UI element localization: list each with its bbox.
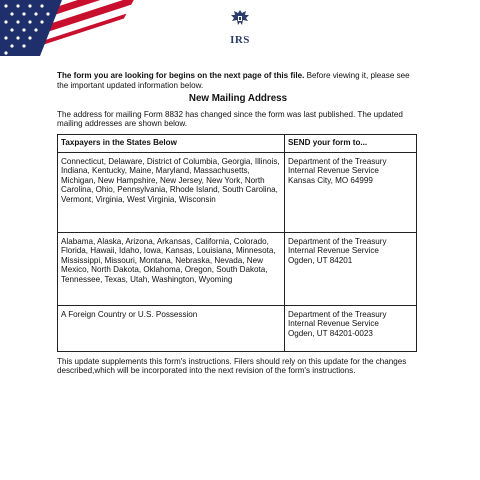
address-cell [285,305,417,351]
address-cell [285,232,417,305]
intro-bold-text: The form you are looking for begins on the next page of this file. [57,71,305,80]
notice-paragraph: The address for mailing Form 8832 has changed since the form was last published. The updated mailing addresses are shown below. [57,109,403,129]
address-line: Department of the Treasury [288,236,387,246]
address-line: Internal Revenue Service [288,319,379,329]
address-line: Internal Revenue Service [288,166,379,176]
address-line: Internal Revenue Service [288,246,379,256]
table-row [58,152,417,232]
table-row [58,305,417,351]
address-line: Department of the Treasury [288,156,387,166]
address-cell [285,152,417,232]
intro-paragraph [57,71,419,90]
eagle-icon [229,8,251,28]
address-line: Ogden, UT 84201 [288,255,353,265]
address-line: Ogden, UT 84201-0023 [288,328,373,338]
address-line: Department of the Treasury [288,309,387,319]
mailing-address-table [57,134,417,352]
footer-paragraph: This update supplements this form's instructions. Filers should rely on this update for the changes described,which will be incorporated into the next revision of the form's instructions. [57,356,407,376]
notice-content [57,71,419,376]
states-cell: Connecticut, Delaware, District of Columbia, Georgia, Illinois, Indiana, Kentucky, Maine, Maryland, Massachusetts, Michigan, New Hampshire, New Jersey, New York, North Carolina, Ohio, Pennsylvania, Rhode Island, South Carolina, Vermont, Virginia, West Virginia, Wisconsin [58,152,285,232]
header-taxpayers: Taxpayers in the States Below [58,134,285,152]
address-line: Kansas City, MO 64999 [288,175,373,185]
us-flag-banner [0,0,170,56]
page-title: New Mailing Address [188,93,288,105]
states-cell: A Foreign Country or U.S. Possession [58,305,285,351]
header-send-to: SEND your form to... [285,134,417,152]
table-header-row [58,134,417,152]
intro-rest-text: Before viewing it, please see the important updated information below. [57,71,410,90]
states-cell: Alabama, Alaska, Arizona, Arkansas, California, Colorado, Florida, Hawaii, Idaho, Iowa, Kansas, Louisiana, Minnesota, Mississippi, Missouri, Montana, Nebraska, Nevada, New Mexico, North Dakota, Oklahoma, Oregon, South Dakota, Tennessee, Texas, Utah, Washington, Wyoming [58,232,285,305]
irs-logo-text: IRS [230,34,250,46]
table-row [58,232,417,305]
irs-logo [226,8,254,46]
